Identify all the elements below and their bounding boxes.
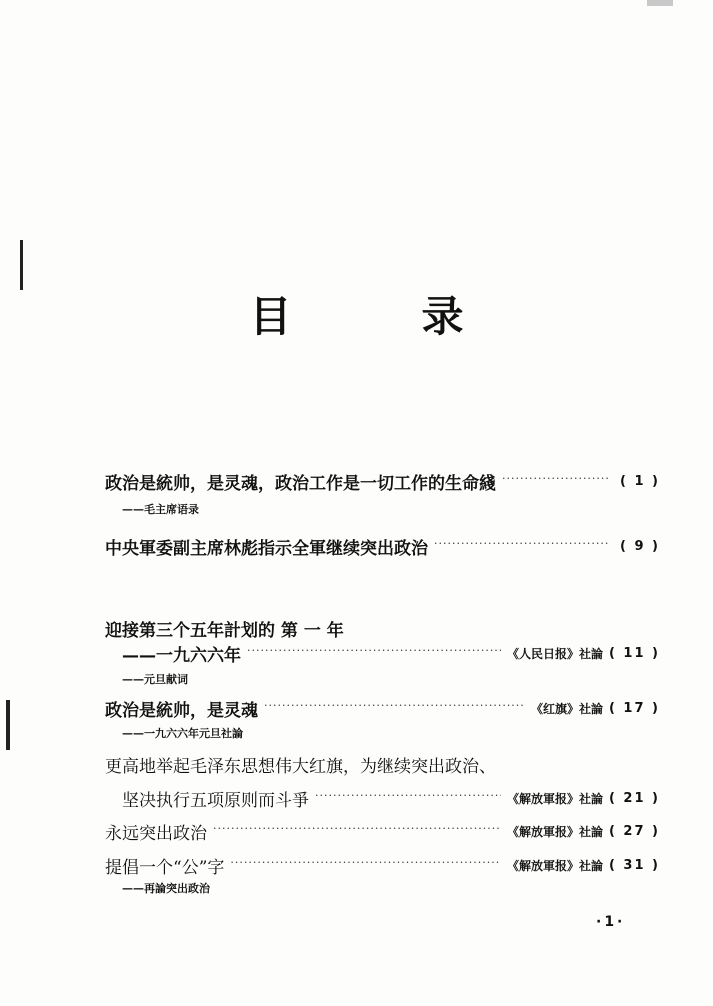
toc-entry-title: ——一九六六年: [122, 645, 241, 666]
toc-entry-subtitle: ——再論突出政治: [122, 882, 210, 895]
toc-entry-page: ( 11 ): [608, 645, 660, 661]
scan-binding-mark: [20, 240, 23, 290]
dot-leader: [213, 824, 501, 838]
toc-entry[interactable]: [105, 850, 660, 880]
page-title: 目 录: [249, 292, 508, 341]
dot-leader: [230, 858, 501, 872]
dot-leader: [315, 791, 501, 805]
toc-entry-title: 坚决执行五项原则而斗爭: [122, 790, 309, 811]
toc-entry-subtitle: ——毛主席语录: [122, 503, 199, 516]
toc-entry-page: ( 17 ): [608, 700, 660, 716]
toc-entry-source: 《人民日报》社論: [506, 646, 603, 661]
toc-entry[interactable]: [122, 783, 660, 813]
toc-entry[interactable]: [105, 693, 660, 723]
toc-entry-page: ( 21 ): [608, 790, 660, 806]
dot-leader: [502, 474, 608, 488]
toc-entry-line: [105, 749, 660, 779]
dot-leader: [264, 701, 525, 715]
toc-entry-source: 《红旗》社論: [530, 701, 603, 716]
dot-leader: [247, 646, 501, 660]
toc-entry-title: 中央軍委副主席林彪指示全軍继续突出政治: [105, 538, 428, 559]
toc-entry-title: 提倡一个“公”字: [105, 857, 225, 878]
toc-entry-page: ( 9 ): [620, 538, 660, 554]
scan-corner-mark: [647, 0, 673, 6]
scan-edge-mark: [6, 700, 10, 750]
toc-entry-page: ( 27 ): [608, 823, 660, 839]
dot-leader: [434, 539, 608, 553]
toc-entry[interactable]: [105, 466, 660, 496]
toc-entry-subtitle: ——一九六六年元旦社論: [122, 727, 243, 740]
toc-entry[interactable]: [122, 638, 660, 668]
toc-entry-title: 政治是統帅，是灵魂，政治工作是一切工作的生命綫: [105, 473, 496, 494]
toc-entry-subtitle: ——元旦献词: [122, 673, 188, 686]
toc-entry-page: ( 31 ): [608, 857, 660, 873]
toc-entry-title: 更高地举起毛泽东思想伟大红旗，为继续突出政治、: [105, 756, 496, 777]
toc-entry[interactable]: [105, 531, 660, 561]
toc-entry-source: 《解放軍报》社論: [506, 824, 603, 839]
page-number: ·1·: [596, 914, 626, 930]
toc-entry[interactable]: [105, 816, 660, 846]
toc-entry-page: ( 1 ): [620, 473, 660, 489]
toc-entry-title: 政治是統帅，是灵魂: [105, 700, 258, 721]
toc-entry-source: 《解放軍报》社論: [506, 858, 603, 873]
toc-entry-source: 《解放軍报》社論: [506, 791, 603, 806]
toc-entry-title: 迎接第三个五年計划的 第 一 年: [105, 620, 344, 641]
toc-entry-title: 永远突出政治: [105, 823, 207, 844]
